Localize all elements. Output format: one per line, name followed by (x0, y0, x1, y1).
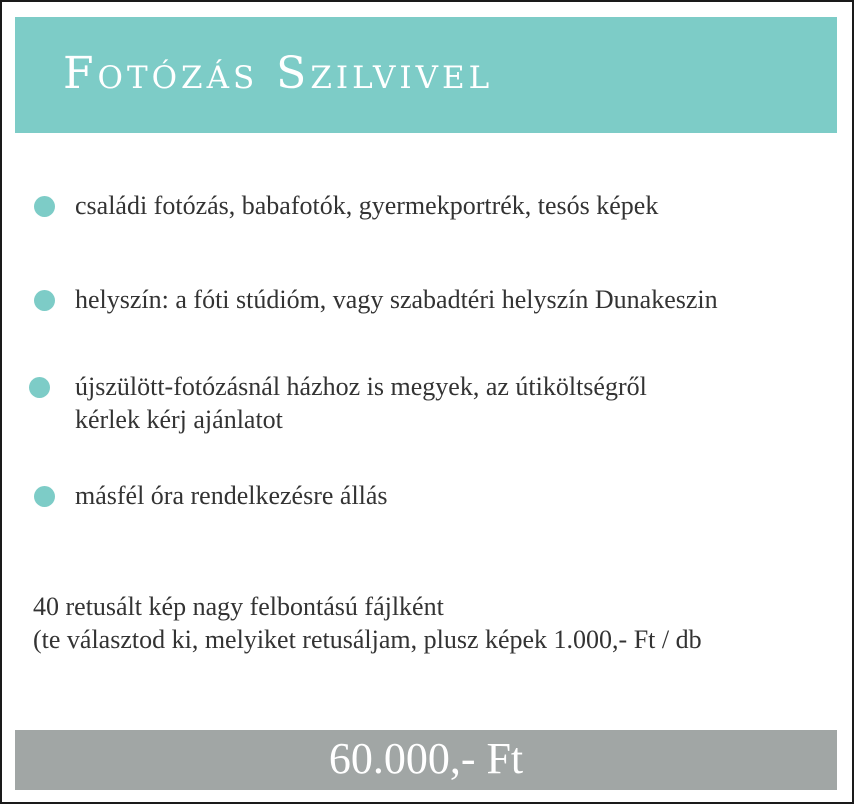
price-banner (15, 730, 837, 790)
feature-item-1: családi fotózás, babafotók, gyermekportrék, tesós képek (75, 191, 659, 220)
feature-item-4: másfél óra rendelkezésre állás (75, 481, 388, 510)
header-banner (15, 17, 837, 133)
feature-item-3-line-1: újszülött-fotózásnál házhoz is megyek, az útiköltségről (75, 372, 647, 401)
package-note-line-1: 40 retusált kép nagy felbontású fájlként (33, 592, 444, 621)
feature-item-3-line-2: kérlek kérj ajánlatot (75, 405, 283, 434)
bullet-dot-icon (34, 196, 55, 217)
price-label: 60.000,- Ft (328, 734, 524, 783)
package-note-line-2: (te választod ki, melyiket retusáljam, plusz képek 1.000,- Ft / db (33, 625, 702, 654)
bullet-dot-icon (34, 290, 55, 311)
bullet-dot-icon (29, 377, 50, 398)
page-title: Fotózás Szilvivel (63, 48, 494, 99)
package-note (33, 590, 833, 656)
bullet-dot-icon (34, 486, 55, 507)
feature-item-2: helyszín: a fóti stúdióm, vagy szabadtéri helyszín Dunakeszin (75, 285, 718, 314)
feature-item-3 (75, 370, 835, 436)
